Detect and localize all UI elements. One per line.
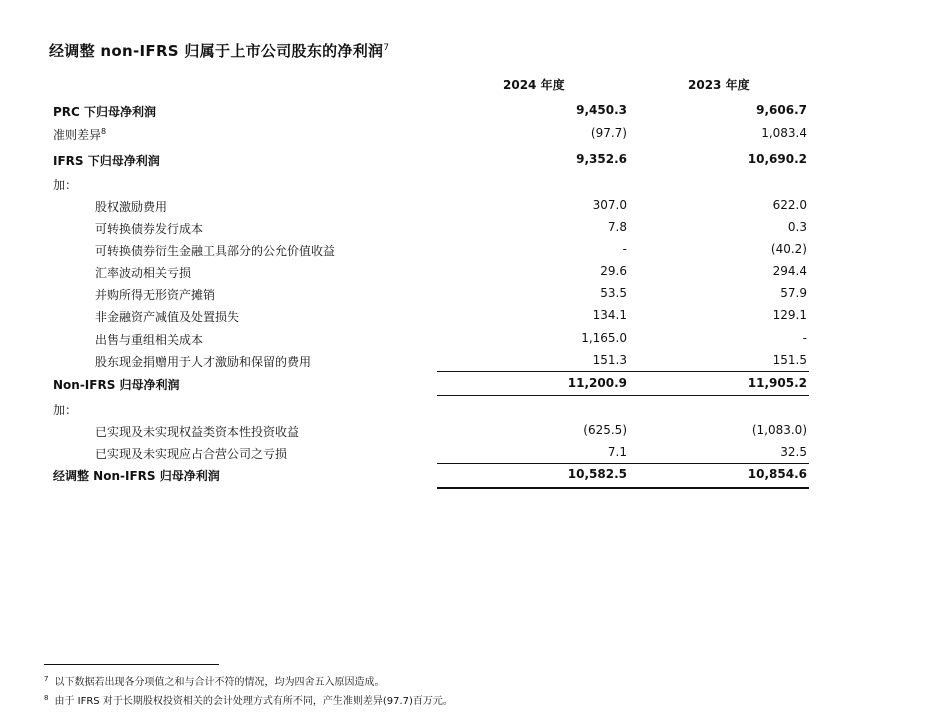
table-row bbox=[0, 286, 945, 306]
value-2023: 11,905.2 bbox=[747, 376, 807, 390]
row-label: 出售与重组相关成本 bbox=[95, 333, 204, 347]
row-label: 加： bbox=[53, 178, 78, 192]
table-row bbox=[0, 353, 945, 373]
value-2024: 134.1 bbox=[592, 308, 627, 322]
table-row bbox=[0, 308, 945, 328]
row-label: 已实现及未实现权益类资本性投资收益 bbox=[95, 425, 300, 439]
table-row bbox=[0, 220, 945, 240]
table-row bbox=[0, 126, 945, 146]
value-2023: 57.9 bbox=[780, 286, 807, 300]
title-footnote-ref: 7 bbox=[383, 43, 390, 53]
row-footnote-ref: 8 bbox=[101, 127, 107, 136]
value-2024: (97.7) bbox=[590, 126, 627, 140]
value-2024: 7.8 bbox=[607, 220, 627, 234]
row-label: 可转换债券衍生金融工具部分的公允价值收益 bbox=[95, 244, 336, 258]
value-2024: 29.6 bbox=[600, 264, 627, 278]
row-label: 加： bbox=[53, 403, 78, 417]
value-2024: 11,200.9 bbox=[567, 376, 627, 390]
footnote-separator bbox=[44, 664, 219, 665]
row-label: PRC 下归母净利润 bbox=[53, 105, 157, 119]
footnote-text: 由于 IFRS 对于长期股权投资相关的会计处理方式有所不同，产生准则差异(97.7)百万元。 bbox=[54, 696, 453, 707]
subtotal-rule-2023 bbox=[627, 395, 809, 396]
table-row bbox=[0, 401, 945, 421]
row-label: IFRS 下归母净利润 bbox=[53, 154, 160, 168]
subtotal-rule-2023 bbox=[627, 371, 809, 372]
value-2023: (1,083.0) bbox=[751, 423, 807, 437]
table-row bbox=[0, 423, 945, 443]
page-title: 经调整 non-IFRS 归属于上市公司股东的净利润$^7$ bbox=[49, 42, 390, 60]
double-total-rule-2024 bbox=[437, 487, 630, 489]
table-row bbox=[0, 264, 945, 284]
table-row bbox=[0, 242, 945, 262]
value-2024: 307.0 bbox=[592, 198, 627, 212]
value-2023: 9,606.7 bbox=[756, 103, 807, 117]
value-2023: 151.5 bbox=[772, 353, 807, 367]
value-2024: - bbox=[622, 242, 627, 256]
table-row bbox=[0, 176, 945, 196]
total-rule-2024 bbox=[437, 463, 630, 464]
table-row bbox=[0, 198, 945, 218]
footnote bbox=[44, 692, 453, 707]
row-label: 汇率波动相关亏损 bbox=[95, 266, 192, 280]
footnote bbox=[44, 673, 384, 688]
table-row bbox=[0, 152, 945, 172]
value-2024: 1,165.0 bbox=[581, 331, 627, 345]
footnote-mark: 7 bbox=[44, 675, 49, 683]
table-row bbox=[0, 376, 945, 396]
value-2023: 294.4 bbox=[772, 264, 807, 278]
value-2023: 622.0 bbox=[772, 198, 807, 212]
subtotal-rule-2024 bbox=[437, 395, 630, 396]
row-label: 股东现金捐赠用于人才激励和保留的费用 bbox=[95, 355, 312, 369]
column-header-2024: 2024 年度 bbox=[503, 78, 565, 92]
footnote-text: 以下数据若出现各分项值之和与合计不符的情况，均为四舍五入原因造成。 bbox=[54, 677, 385, 688]
value-2023: 10,854.6 bbox=[747, 467, 807, 481]
value-2023: 0.3 bbox=[787, 220, 807, 234]
subtotal-rule-2024 bbox=[437, 371, 630, 372]
row-label: 并购所得无形资产摊销 bbox=[95, 288, 216, 302]
value-2023: (40.2) bbox=[770, 242, 807, 256]
table-row bbox=[0, 445, 945, 465]
table-row bbox=[0, 467, 945, 487]
total-rule-2023 bbox=[627, 463, 809, 464]
row-label: 非金融资产减值及处置损失 bbox=[95, 310, 240, 324]
value-2024: 53.5 bbox=[600, 286, 627, 300]
value-2024: 7.1 bbox=[607, 445, 627, 459]
value-2023: 1,083.4 bbox=[761, 126, 807, 140]
row-label: 经调整 Non-IFRS 归母净利润 bbox=[53, 469, 220, 483]
value-2023: - bbox=[802, 331, 807, 345]
double-total-rule-2023 bbox=[627, 487, 809, 489]
row-label: Non-IFRS 归母净利润 bbox=[53, 378, 180, 392]
table-row bbox=[0, 331, 945, 351]
value-2023: 10,690.2 bbox=[747, 152, 807, 166]
value-2024: 10,582.5 bbox=[567, 467, 627, 481]
row-label: 已实现及未实现应占合营公司之亏损 bbox=[95, 447, 288, 461]
value-2024: 9,450.3 bbox=[576, 103, 627, 117]
value-2024: (625.5) bbox=[583, 423, 627, 437]
row-label: 股权激励费用 bbox=[95, 200, 168, 214]
value-2023: 32.5 bbox=[780, 445, 807, 459]
column-header-2023: 2023 年度 bbox=[688, 78, 750, 92]
table-row bbox=[0, 103, 945, 123]
footnote-mark: 8 bbox=[44, 694, 49, 702]
value-2024: 151.3 bbox=[592, 353, 627, 367]
row-label: 可转换债券发行成本 bbox=[95, 222, 204, 236]
value-2024: 9,352.6 bbox=[576, 152, 627, 166]
value-2023: 129.1 bbox=[772, 308, 807, 322]
row-label: 准则差异$^8$ bbox=[53, 127, 107, 142]
